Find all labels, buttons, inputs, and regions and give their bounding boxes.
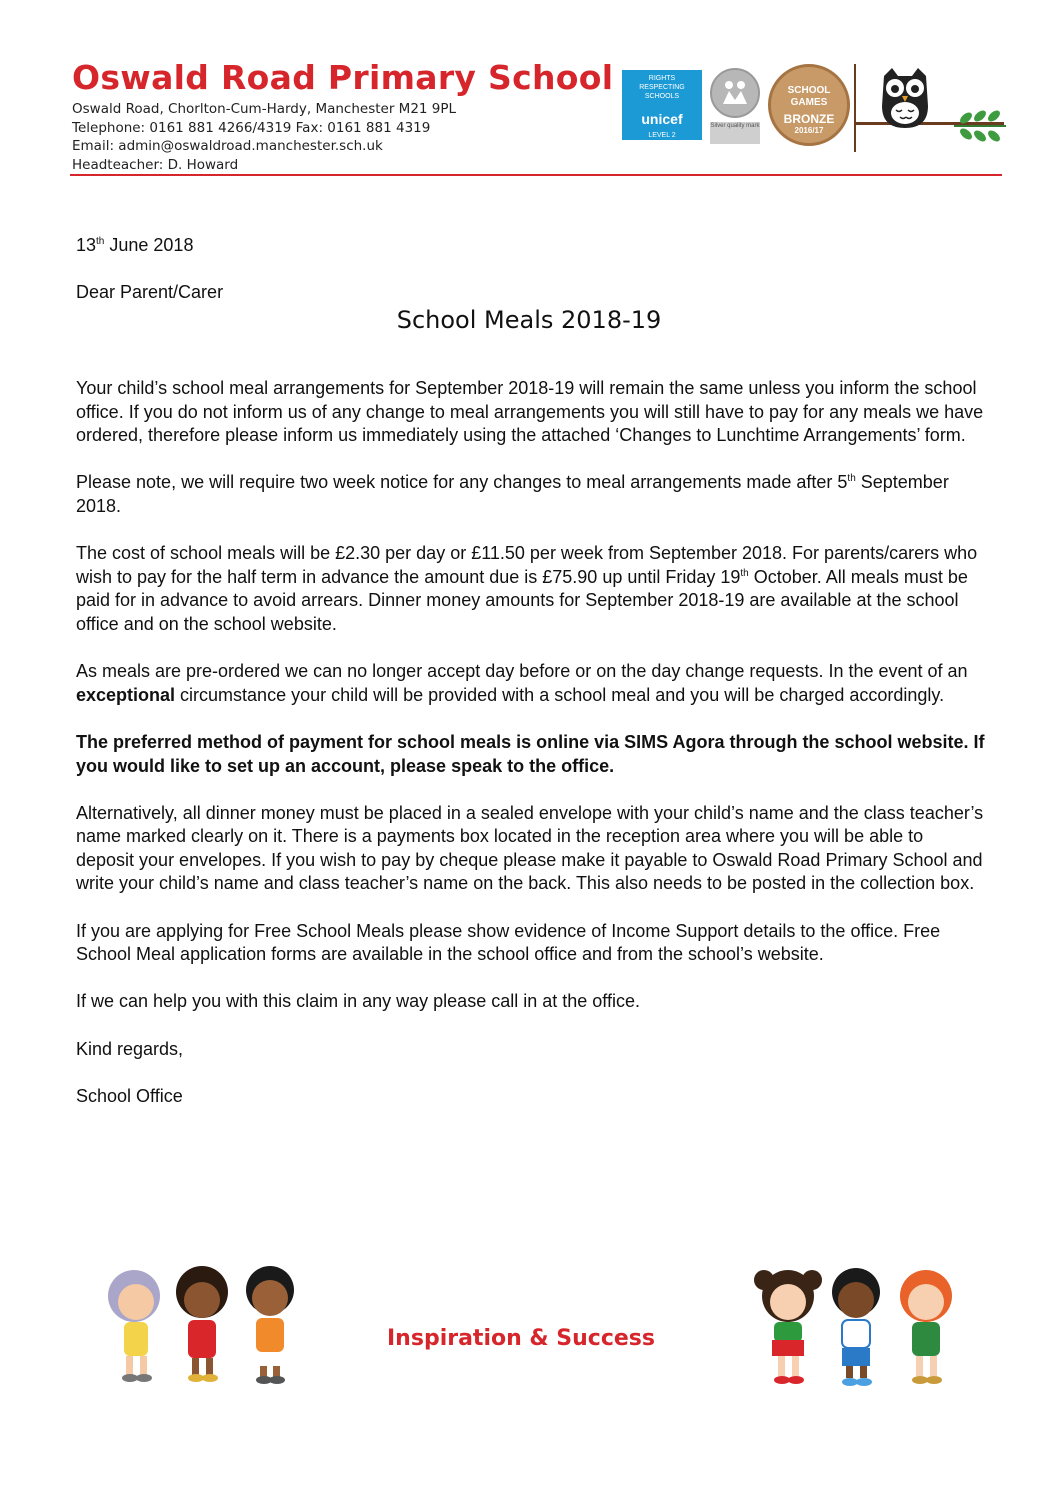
notice-text-b: September 2018. [76,472,949,516]
school-phone: Telephone: 0161 881 4266/4319 Fax: 0161 881 4319 [72,119,431,136]
preorder-bold: exceptional [76,684,176,705]
games-text: SCHOOL GAMES [787,85,831,108]
notice-text-a: Please note, we will require two week notice for any changes to meal arrangements made after 5 [76,472,848,493]
cost-text-b: October. All meals must be paid for in advance to avoid arrears. Dinner money amounts for September 2018-19 are available at the school office and on the school website. [76,566,968,634]
cost-sup: th [740,567,749,579]
school-contact-block [72,100,456,174]
paragraph-free-meals: If you are applying for Free School Meals please show evidence of Income Support details to the office. Free School Meal application forms are available in the school office and from the school’s website. [76,920,941,965]
unicef-rights-respecting-logo [622,70,702,140]
letter-body [76,377,986,1132]
rights-respecting-text: RIGHTS RESPECTING SCHOOLS [639,75,685,100]
paragraph-preorder [76,660,986,707]
notice-sup: th [847,473,856,485]
games-year: 2016/17 [794,126,824,135]
silver-disc-icon [710,68,760,118]
cartoon-children-right-image [746,1262,968,1390]
paragraph-arrangements: Your child’s school meal arrangements for September 2018-19 will remain the same unless you inform the school office. If you do not inform us of any change to meal arrangements you will still have to pay for any meals we have ordered, therefore please inform us immediately using the attached ‘Changes to Lunchtime Arrangements’ form. [76,378,984,446]
accreditation-logos [622,64,1012,156]
paragraph-cost [76,542,986,636]
preorder-text-b: circumstance your child will be provided with a school meal and you will be charged accordingly. [175,684,945,705]
paragraph-alternative-payment: Alternatively, all dinner money must be placed in a sealed envelope with your child’s name and the class teacher’s name marked clearly on it. There is a payments box located in the reception area where you will be able to deposit your envelopes. If you wish to pay by cheque please make it payable to Oswald Road Primary School and write your child’s name and class teacher’s name on the back. This also needs to be posted in the collection box. [76,802,984,894]
silver-tag: Silver quality mark [710,122,760,144]
letter-date [76,235,193,256]
paragraph-notice [76,471,986,518]
school-motto: Inspiration & Success [387,1326,655,1351]
preorder-text-a: As meals are pre-ordered we can no longer accept day before or on the day change requests. In the event of an [76,661,968,682]
salutation: Dear Parent/Carer [76,282,224,302]
header-divider [70,174,1002,176]
school-address: Oswald Road, Chorlton-Cum-Hardy, Manchester M21 9PL [72,101,457,117]
date-day: 13 [76,235,97,255]
silver-quality-mark-logo [710,68,760,144]
signature: School Office [76,1085,183,1106]
children-silhouette-icon [712,70,758,116]
headteacher: Headteacher: D. Howard [72,156,239,173]
school-name: Oswald Road Primary School [72,58,614,97]
school-email: Email: admin@oswaldroad.manchester.sch.uk [72,138,383,154]
paragraph-payment-method: The preferred method of payment for school meals is online via SIMS Agora through the school website. If you would like to set up an account, please speak to the office. [76,731,985,776]
date-suffix: th [96,236,105,247]
leaves-icon [952,104,1008,144]
school-games-bronze-logo [768,64,850,146]
date-rest: June 2018 [104,235,194,255]
games-level: BRONZE [783,112,835,126]
closing: Kind regards, [76,1038,184,1059]
unicef-wordmark: unicef [641,111,683,127]
cartoon-children-left-image [96,1262,310,1386]
cost-text-a: The cost of school meals will be £2.30 per day or £11.50 per week from September 2018. For parents/carers who wish to pay for the half term in advance the amount due is £75.90 up until Friday 19 [76,543,978,587]
branch-post [854,64,856,152]
owl-icon [876,66,934,134]
paragraph-help: If we can help you with this claim in any way please call in at the office. [76,991,640,1012]
level-text: LEVEL 2 [648,132,676,139]
letter-title: School Meals 2018-19 [396,306,662,334]
